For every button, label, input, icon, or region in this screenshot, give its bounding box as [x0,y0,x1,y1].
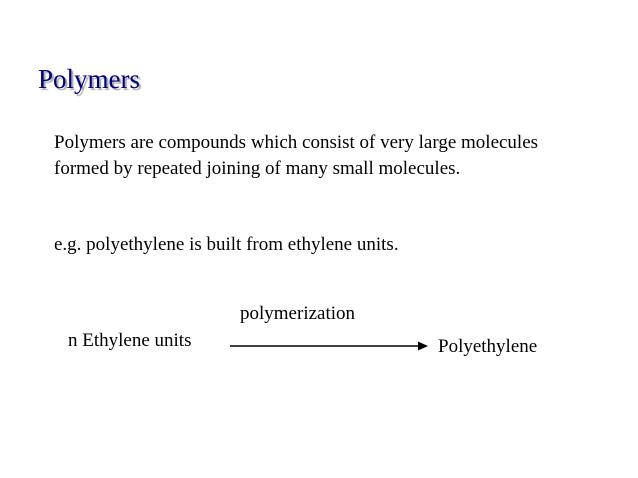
arrow-head [418,342,428,351]
example-text: e.g. polyethylene is built from ethylene units. [54,234,399,255]
right-arrow-icon [230,339,430,353]
process-label: polymerization [240,303,356,324]
reactant-label: n Ethylene units [68,330,192,351]
product-label: Polyethylene [438,336,538,357]
definition-line-1: Polymers are compounds which consist of very large molecules [54,132,539,153]
definition-paragraph [54,130,614,182]
definition-line-2: formed by repeated joining of many small molecules. [54,158,461,179]
slide-title: Polymers [38,64,141,94]
